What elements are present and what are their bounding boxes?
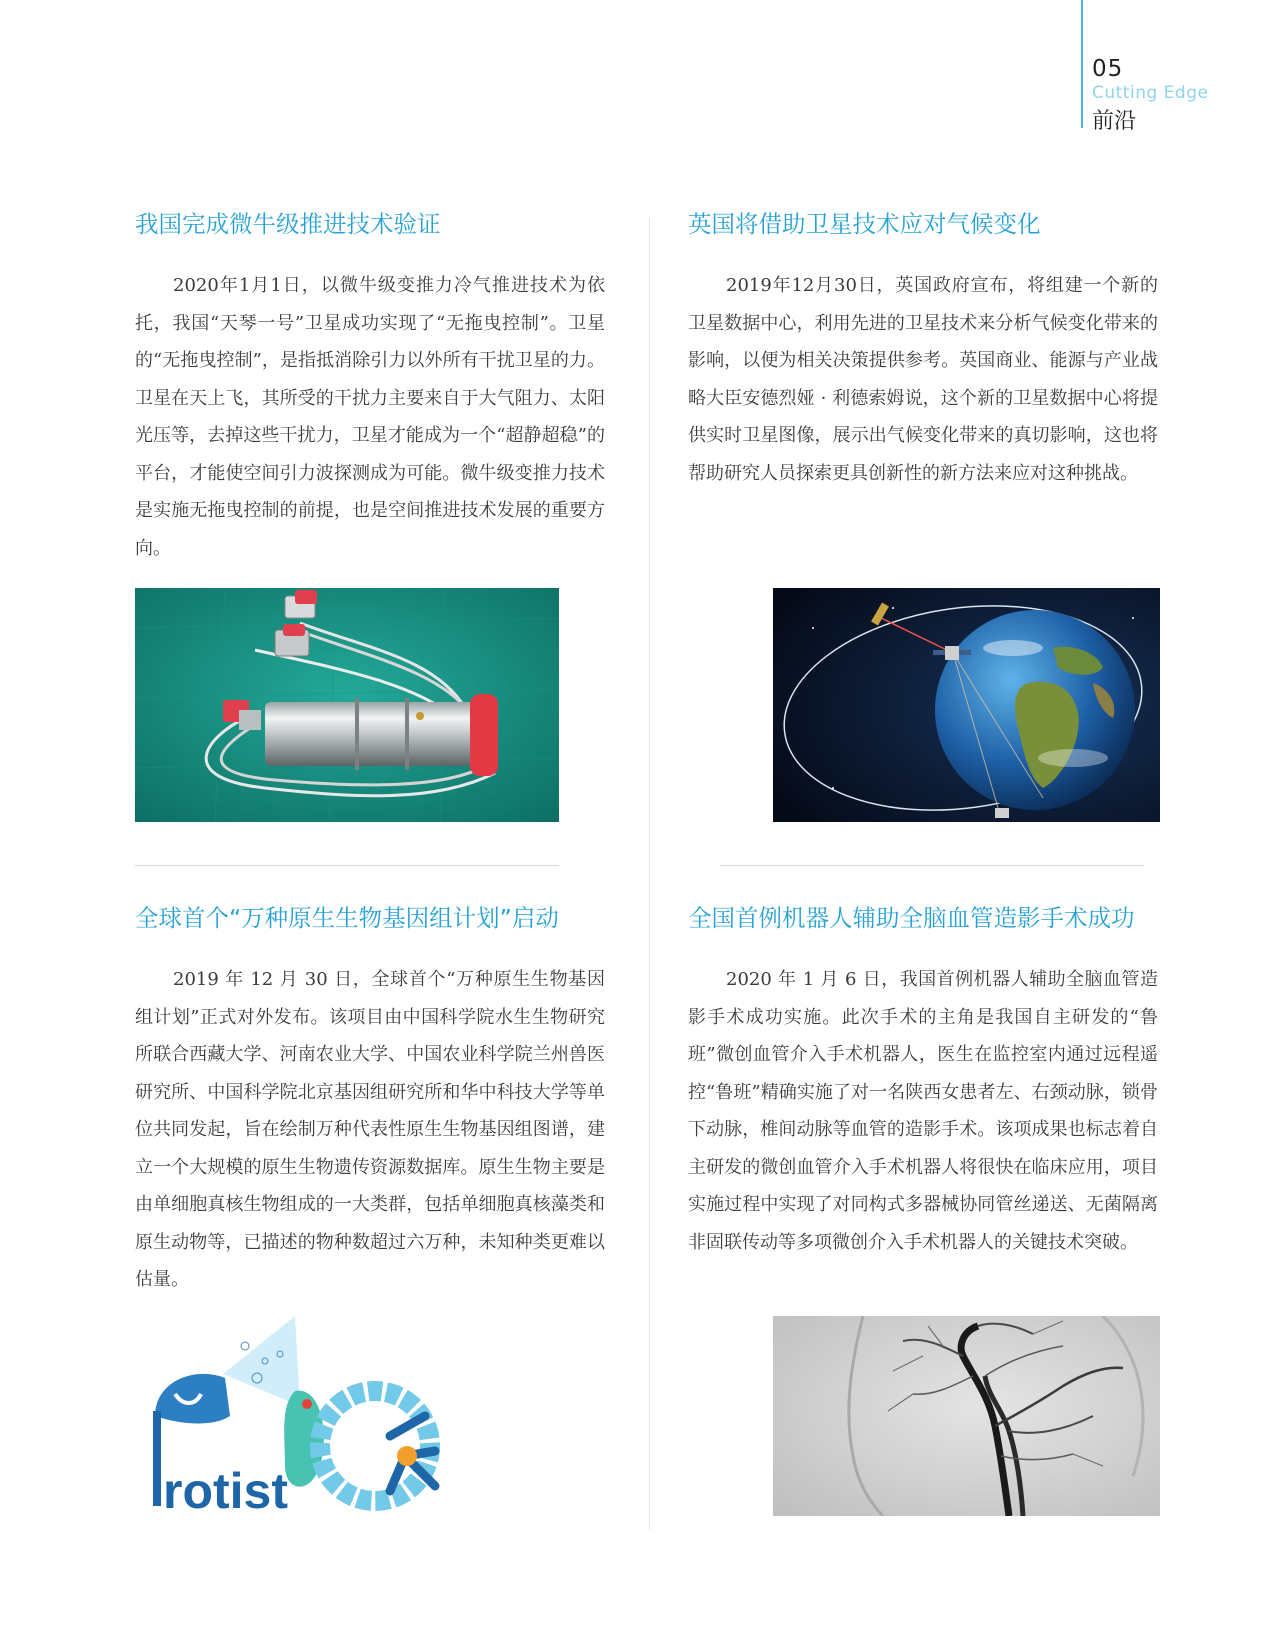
article-title: 全国首例机器人辅助全脑血管造影手术成功	[688, 904, 1135, 932]
column-divider	[649, 218, 650, 1530]
section-separator-right	[720, 865, 1144, 866]
article-title: 英国将借助卫星技术应对气候变化	[688, 210, 1041, 238]
article-body: 2020年1月1日，以微牛级变推力冷气推进技术为依托，我国“天琴一号”卫星成功实现了“无拖曳控制”。卫星的“无拖曳控制”，是指抵消除引力以外所有干扰卫星的力。卫星在天上飞，其所受的干扰力主要来自于大气阻力、太阳光压等，去掉这些干扰力，卫星才能成为一个“超静超稳”的平台，才能使空间引力波探测成为可能。微牛级变推力技术是实施无拖曳控制的前提，也是空间推进技术发展的重要方向。	[135, 275, 605, 559]
section-title-chinese: 前沿	[1092, 109, 1137, 134]
article-robot-angiography	[688, 902, 1158, 1261]
article-micro-newton-propulsion	[135, 208, 605, 567]
article-title: 我国完成微牛级推进技术验证	[135, 210, 441, 238]
header-rule	[1081, 0, 1083, 128]
article-body: 2019 年 12 月 30 日，全球首个“万种原生生物基因组计划”正式对外发布。该项目由中国科学院水生生物研究所联合西藏大学、河南农业大学、中国农业科学院兰州兽医研究所、中国科学院北京基因组研究所和华中科技大学等单位共同发起，旨在绘制万种代表性原生生物基因组图谱，建立一个大规模的原生生物遗传资源数据库。原生生物主要是由单细胞真核生物组成的一大类群，包括单细胞真核藻类和原生动物等，已描述的物种数超过六万种，未知种类更难以估量。	[135, 969, 605, 1290]
article-uk-satellite-climate	[688, 208, 1158, 492]
article-title: 全球首个“万种原生生物基因组计划”启动	[135, 904, 559, 932]
protist-logo-text: rotist	[163, 1463, 288, 1516]
satellite-globe-illustration	[773, 588, 1160, 822]
article-protist-genome-project	[135, 902, 605, 1299]
section-separator-left	[135, 865, 559, 866]
article-body: 2019年12月30日，英国政府宣布，将组建一个新的卫星数据中心，利用先进的卫星技术来分析气候变化带来的影响，以便为相关决策提供参考。英国商业、能源与产业战略大臣安德烈娅 · 利德索姆说，这个新的卫星数据中心将提供实时卫星图像，展示出气候变化带来的真切影响，这也将帮助研究人员探索更具创新性的新方法来应对这种挑战。	[688, 275, 1158, 484]
angiography-image	[773, 1316, 1160, 1516]
page-number: 05	[1092, 56, 1124, 82]
protist-project-logo	[135, 1316, 465, 1516]
section-title-english: Cutting Edge	[1092, 83, 1209, 103]
thruster-photo	[135, 588, 559, 822]
article-body: 2020 年 1 月 6 日，我国首例机器人辅助全脑血管造影手术成功实施。此次手术的主角是我国自主研发的“鲁班”微创血管介入手术机器人，医生在监控室内通过远程遥控“鲁班”精确实施了对一名陕西女患者左、右颈动脉，锁骨下动脉，椎间动脉等血管的造影手术。该项成果也标志着自主研发的微创血管介入手术机器人将很快在临床应用，项目实施过程中实现了对同构式多器械协同管丝递送、无菌隔离非固联传动等多项微创介入手术机器人的关键技术突破。	[688, 969, 1158, 1253]
